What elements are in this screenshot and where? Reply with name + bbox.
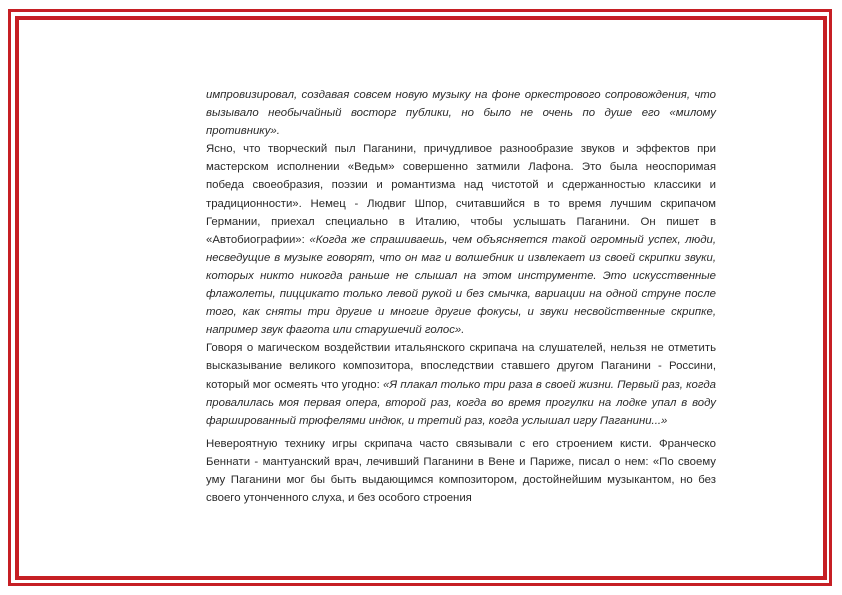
paragraph-4: Невероятную технику игры скрипача часто связывали с его строением кисти. Франческо Беннати - мантуанский врач, лечивший Паганини в Вене и Париже, писал о нем: «По своему уму Паганини мог бы быть выдающимся композитором, достойнейшим музыкантом, но без своего утонченного слуха, и без особого строения bbox=[206, 437, 716, 505]
quote-text: «Я плакал только три раза в своей жизни. Первый раз, когда провалилась моя первая опера, второй раз, когда во время прогулки на лодке упал в воду фаршированный трюфелями индюк, и третий раз, когда услышал игру Паганини...» bbox=[206, 378, 716, 427]
quote-text: импровизировал, создавая совсем новую музыку на фоне оркестрового сопровождения, что вызывало необычайный восторг публики, но было не очень по душе его «милому противнику». bbox=[206, 89, 716, 138]
paragraph-2: Ясно, что творческий пыл Паганини, причудливое разнообразие звуков и эффектов при мастерском исполнении «Ведьм» совершенно затмили Лафона. Это была неоспоримая победа своеобразия, поэзии и романтизма над чистотой и сдержанностью классики и традиционности». Немец - Людвиг Шпор, считавшийся в то время лучшим скрипачом Германии, приехал специально в Италию, чтобы услышать Паганини. Он пишет в «Автобиографии»: «Когда же спрашиваешь, чем объясняется такой огромный успех, люди, несведущие в музыке говорят, что он маг и волшебник и извлекает из своей скрипки звуки, которых никто никогда раньше не слышал на этом инструменте. Это искусственные флажолеты, пиццикато только левой рукой и без смычка, вариации на одной струне после того, как сняты три другие и многие другие фокусы, и звуки несвойственные скрипке, например звук фагота или старушечий голос». bbox=[206, 143, 716, 337]
quote-text: «Когда же спрашиваешь, чем объясняется такой огромный успех, люди, несведущие в музыке говорят, что он маг и волшебник и извлекает из своей скрипки звуки, которых никто никогда раньше не слышал на этом инструменте. Это искусственные флажолеты, пиццикато только левой рукой и без смычка, вариации на одной струне после того, как сняты три другие и многие другие фокусы, и звуки несвойственные скрипке, например звук фагота или старушечий голос». bbox=[206, 233, 716, 337]
paragraph-1 bbox=[206, 86, 716, 140]
document-text-block bbox=[206, 86, 716, 507]
paragraph-3: Говоря о магическом воздействии итальянского скрипача на слушателей, нельзя не отметить высказывание великого композитора, впоследствии ставшего другом Паганини - Россини, который мог осмеять что угодно: «Я плакал только три раза в своей жизни. Первый раз, когда провалилась моя первая опера, второй раз, когда во время прогулки на лодке упал в воду фаршированный трюфелями индюк, и третий раз, когда услышал игру Паганини...» bbox=[206, 342, 716, 427]
